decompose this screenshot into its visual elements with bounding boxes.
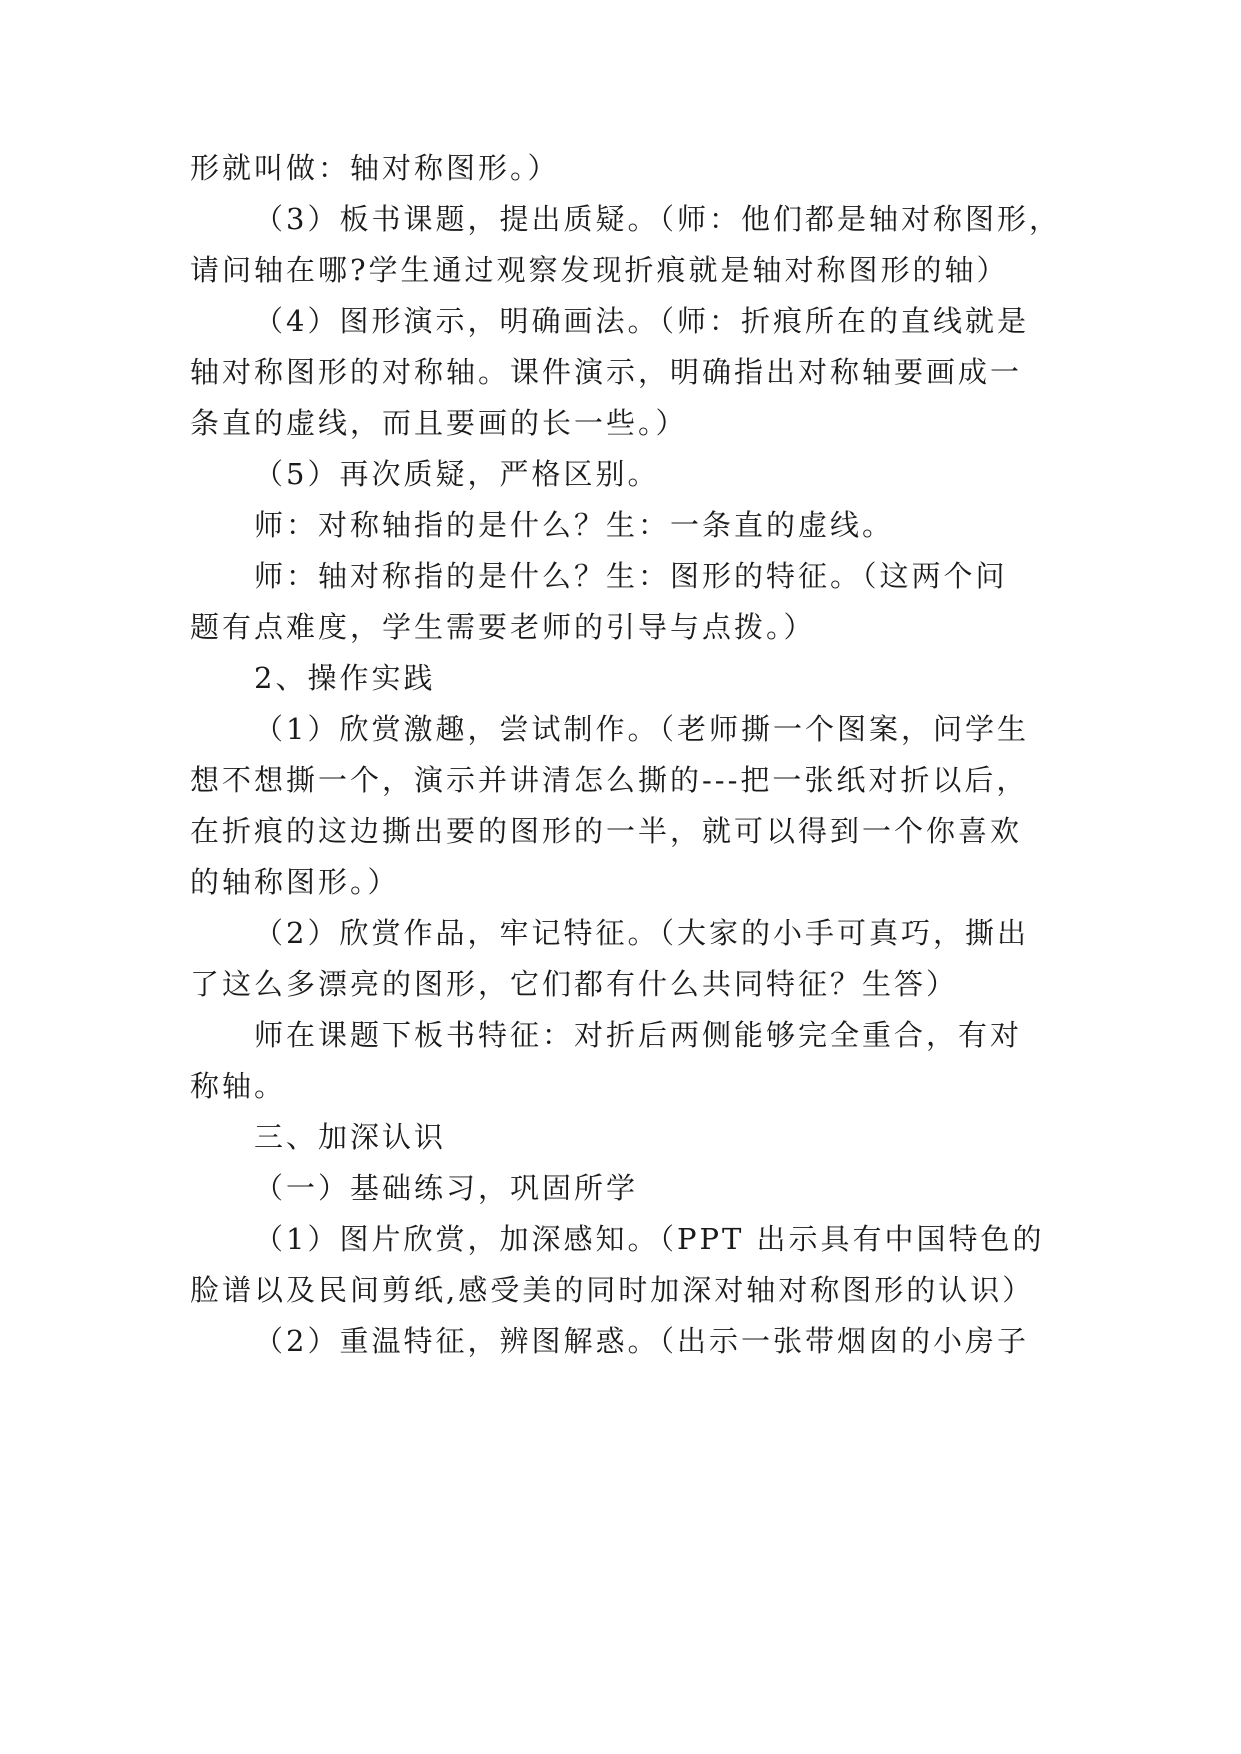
text-line: 称轴。 bbox=[190, 1069, 287, 1103]
text-line: 题有点难度，学生需要老师的引导与点拨。） bbox=[190, 610, 816, 644]
text-line: 想不想撕一个，演示并讲清怎么撕的---把一张纸对折以后， bbox=[190, 763, 1029, 797]
text-line: 师：对称轴指的是什么？生：一条直的虚线。 bbox=[254, 508, 895, 542]
text-line: 师在课题下板书特征：对折后两侧能够完全重合，有对 bbox=[254, 1018, 1023, 1052]
text-line: 师：轴对称指的是什么？生：图形的特征。（这两个问 bbox=[254, 559, 1008, 593]
section-heading: 2、操作实践 bbox=[254, 661, 436, 695]
text-line: （2）欣赏作品，牢记特征。（大家的小手可真巧，撕出 bbox=[254, 916, 1029, 950]
text-line: 条直的虚线，而且要画的长一些。） bbox=[190, 406, 688, 440]
text-line: 了这么多漂亮的图形，它们都有什么共同特征？生答） bbox=[190, 967, 959, 1001]
text-line: （3）板书课题，提出质疑。（师：他们都是轴对称图形， bbox=[254, 202, 1061, 236]
text-line: （5）再次质疑，严格区别。 bbox=[254, 457, 660, 491]
text-line: 脸谱以及民间剪纸,感受美的同时加深对轴对称图形的认识） bbox=[190, 1273, 1035, 1307]
text-line: （1）欣赏激趣，尝试制作。（老师撕一个图案，问学生 bbox=[254, 712, 1029, 746]
text-line: 在折痕的这边撕出要的图形的一半，就可以得到一个你喜欢 bbox=[190, 814, 1023, 848]
text-line: 轴对称图形的对称轴。课件演示，明确指出对称轴要画成一 bbox=[190, 355, 1023, 389]
subsection-heading: （一）基础练习，巩固所学 bbox=[254, 1171, 639, 1205]
text-line: （2）重温特征，辨图解惑。（出示一张带烟囱的小房子 bbox=[254, 1324, 1029, 1358]
section-heading: 三、加深认识 bbox=[254, 1120, 447, 1154]
text-line: 请问轴在哪?学生通过观察发现折痕就是轴对称图形的轴） bbox=[190, 253, 1009, 287]
text-line: 的轴称图形。） bbox=[190, 865, 400, 899]
text-line: 形就叫做：轴对称图形。） bbox=[190, 151, 560, 185]
text-line: （1）图片欣赏，加深感知。（PPT 出示具有中国特色的 bbox=[254, 1222, 1045, 1256]
text-line: （4）图形演示，明确画法。（师：折痕所在的直线就是 bbox=[254, 304, 1029, 338]
